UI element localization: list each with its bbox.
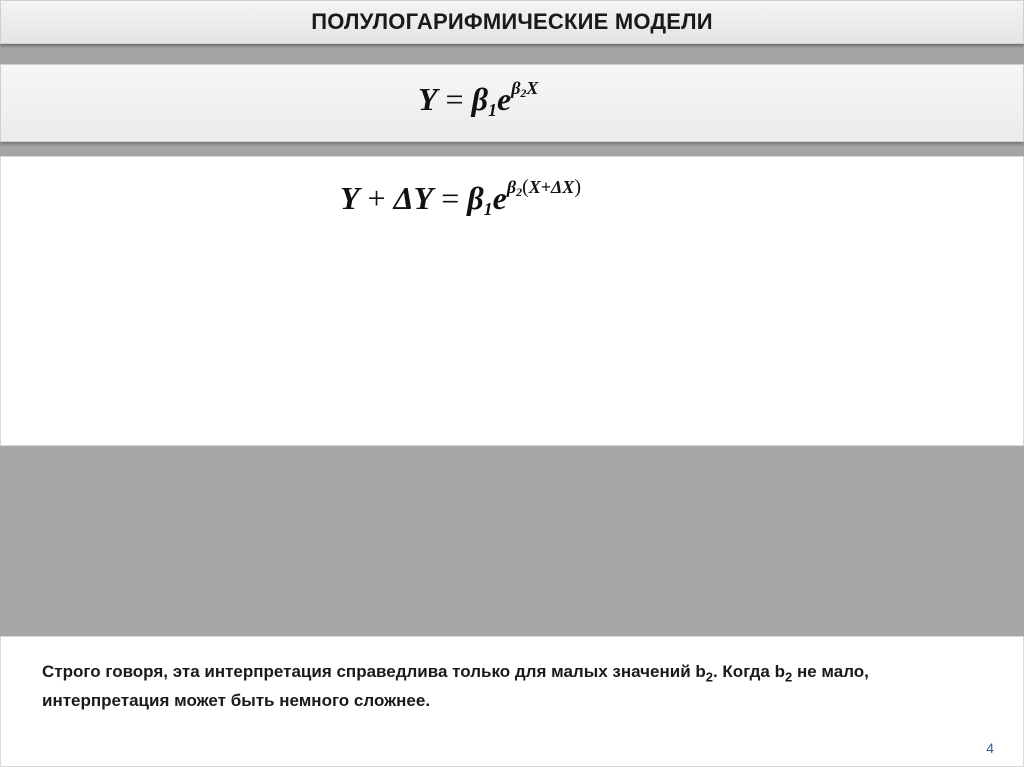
formula1-e: e bbox=[496, 81, 512, 117]
formula2-e: e bbox=[492, 180, 507, 216]
note-sub-1: 2 bbox=[705, 669, 713, 685]
formula2-lhs: Y bbox=[340, 180, 360, 216]
note-sub-2: 2 bbox=[784, 669, 793, 685]
formula2-equals: = bbox=[441, 180, 460, 216]
formula2-beta: β bbox=[467, 180, 484, 216]
formula1-exp-beta-sub: 2 bbox=[520, 86, 527, 100]
formula1-beta-sub: 1 bbox=[487, 100, 497, 120]
formula1-exp-var: X bbox=[526, 78, 539, 98]
note-paragraph bbox=[42, 660, 972, 713]
formula2-paren-open: ( bbox=[522, 176, 529, 198]
gray-spacer bbox=[0, 446, 1024, 636]
formula1-beta: β bbox=[471, 81, 488, 117]
formula2-beta-sub: 1 bbox=[483, 199, 493, 219]
formula2-plus: + bbox=[367, 180, 386, 216]
formula2-exp-beta-sub: 2 bbox=[516, 185, 523, 199]
formula2-exp-beta: β bbox=[506, 177, 517, 197]
formula1-exponent bbox=[511, 78, 538, 98]
formula1-lhs: Y bbox=[418, 81, 438, 117]
slide-title: ПОЛУЛОГАРИФМИЧЕСКИЕ МОДЕЛИ bbox=[311, 9, 713, 34]
page-number: 4 bbox=[986, 740, 994, 756]
formula2-delta-y: ΔY bbox=[393, 180, 434, 216]
formula2-exponent bbox=[507, 177, 581, 197]
title-bar bbox=[0, 0, 1024, 44]
formula1-exp-beta: β bbox=[511, 78, 521, 98]
formula2-paren-close: ) bbox=[574, 176, 581, 198]
note-text-after: не мало, интерпретация может быть немного сложнее. bbox=[42, 662, 869, 711]
note-text-middle: . Когда b bbox=[712, 662, 785, 681]
formula2-exp-inner: X+ΔX bbox=[528, 177, 575, 197]
formula-increment-model bbox=[340, 176, 581, 220]
note-text-before: Строго говоря, эта интерпретация справедлива только для малых значений b bbox=[42, 662, 706, 681]
formula-exponential-model bbox=[418, 78, 538, 121]
formula1-equals: = bbox=[445, 81, 464, 117]
